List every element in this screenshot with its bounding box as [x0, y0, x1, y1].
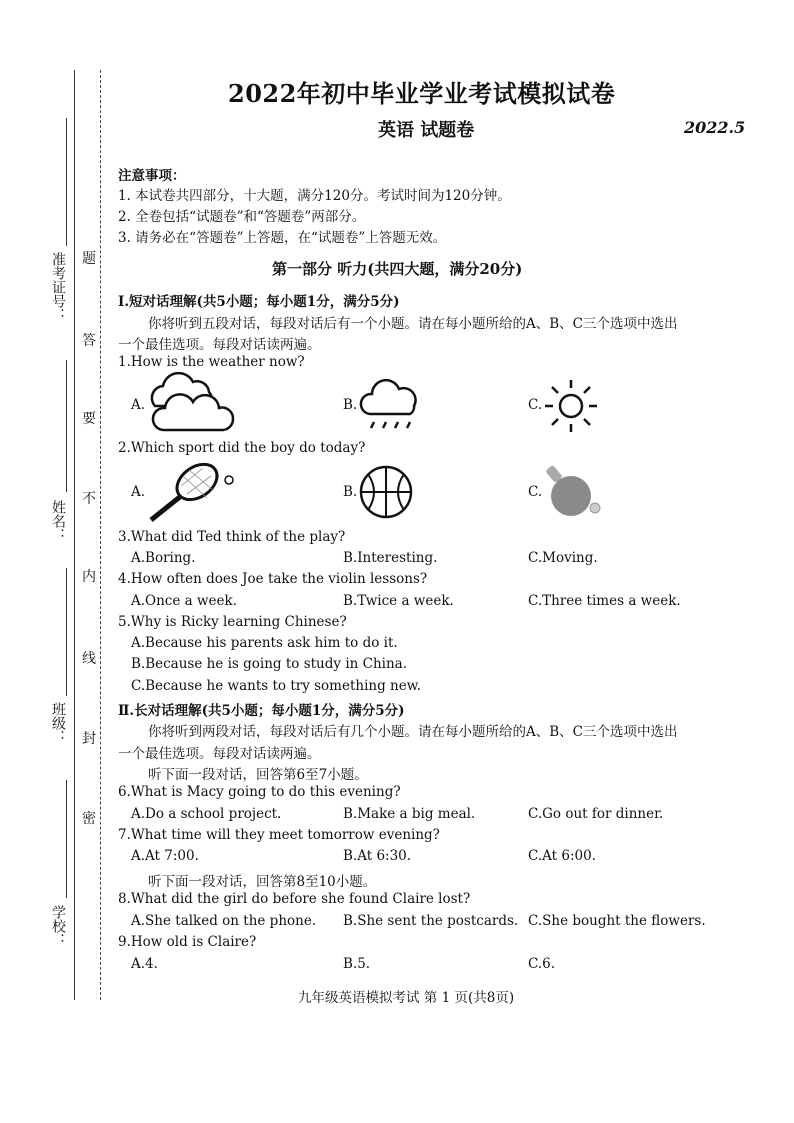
q6-option-b: B.Make a big meal.	[343, 806, 476, 822]
seal-dashed-line	[100, 70, 101, 1000]
notice-item-2: 2. 全卷包括“试题卷”和“答题卷”两部分。	[118, 209, 366, 225]
part1-heading: 第一部分 听力(共四大题，满分20分)	[272, 260, 523, 278]
q9-option-b: B.5.	[343, 956, 371, 972]
section2-instruction-1: 你将听到两段对话，每段对话后有几个小题。请在每小题所给的A、B、C三个选项中选出	[148, 724, 678, 740]
q7-option-a: A.At 7:00.	[131, 848, 199, 864]
section1-instruction-1: 你将听到五段对话，每段对话后有一个小题。请在每小题所给的A、B、C三个选项中选出	[148, 316, 678, 332]
section2-heading: Ⅱ.长对话理解(共5小题；每小题1分，满分5分)	[118, 703, 405, 719]
q9-option-a: A.4.	[131, 956, 158, 972]
section1-instruction-2: 一个最佳选项。每段对话读两遍。	[118, 337, 321, 353]
exam-date: 2022.5	[684, 118, 746, 137]
notice-heading: 注意事项：	[118, 168, 186, 184]
seal-char-1: 题	[82, 251, 96, 267]
tennis-racket-icon	[145, 460, 235, 524]
q6-option-c: C.Go out for dinner.	[528, 806, 664, 822]
exam-title: 2022年初中毕业学业考试模拟试卷	[228, 79, 616, 108]
seal-char-3: 要	[82, 411, 96, 427]
q6-stem: 6.What is Macy going to do this evening?	[118, 784, 401, 800]
name-label: 姓名：	[50, 500, 66, 542]
q5-option-b: B.Because he is going to study in China.	[131, 656, 407, 672]
exam-id-label: 准考证号：	[50, 252, 66, 322]
school-label: 学校：	[50, 905, 66, 947]
q2-stem: 2.Which sport did the boy do today?	[118, 440, 366, 456]
q3-stem: 3.What did Ted think of the play?	[118, 529, 346, 545]
q8-option-c: C.She bought the flowers.	[528, 913, 706, 929]
q8-option-b: B.She sent the postcards.	[343, 913, 519, 929]
seal-char-4: 不	[82, 491, 96, 507]
seal-char-7: 封	[82, 731, 96, 747]
q5-option-a: A.Because his parents ask him to do it.	[131, 635, 398, 651]
exam-id-underline	[66, 118, 67, 246]
q5-stem: 5.Why is Ricky learning Chinese?	[118, 614, 347, 630]
q2-option-b: B.	[343, 484, 358, 500]
sun-icon	[541, 376, 601, 436]
q7-option-b: B.At 6:30.	[343, 848, 412, 864]
margin-line-left	[74, 70, 75, 1000]
q4-option-b: B.Twice a week.	[343, 593, 454, 609]
q2-option-c: C.	[528, 484, 543, 500]
notice-item-1: 1. 本试卷共四部分，十大题，满分120分。考试时间为120分钟。	[118, 188, 511, 204]
notice-item-3: 3. 请务必在“答题卷”上答题，在“试题卷”上答题无效。	[118, 230, 447, 246]
section2-note-1: 听下面一段对话，回答第6至7小题。	[148, 767, 368, 783]
q3-option-a: A.Boring.	[131, 550, 196, 566]
seal-char-2: 答	[82, 333, 96, 349]
seal-char-5: 内	[82, 569, 96, 585]
q1-option-b: B.	[343, 397, 358, 413]
q7-stem: 7.What time will they meet tomorrow evening?	[118, 827, 440, 843]
seal-char-6: 线	[82, 651, 96, 667]
section2-instruction-2: 一个最佳选项。每段对话读两遍。	[118, 746, 321, 762]
q4-stem: 4.How often does Joe take the violin lessons?	[118, 571, 428, 587]
seal-char-8: 密	[82, 811, 96, 827]
ping-pong-paddle-icon	[543, 464, 603, 520]
school-underline	[66, 780, 67, 898]
q4-option-a: A.Once a week.	[131, 593, 237, 609]
q5-option-c: C.Because he wants to try something new.	[131, 678, 421, 694]
class-underline	[66, 568, 67, 696]
rain-cloud-icon	[358, 376, 422, 434]
q9-stem: 9.How old is Claire?	[118, 934, 257, 950]
exam-subtitle: 英语 试题卷	[378, 120, 475, 141]
page-footer: 九年级英语模拟考试 第 1 页(共8页)	[298, 990, 515, 1006]
class-label: 班级：	[50, 702, 66, 744]
q1-option-a: A.	[131, 397, 146, 413]
q1-stem: 1.How is the weather now?	[118, 354, 305, 370]
q3-option-b: B.Interesting.	[343, 550, 438, 566]
q1-option-c: C.	[528, 397, 543, 413]
clouds-icon	[141, 372, 241, 436]
q7-option-c: C.At 6:00.	[528, 848, 596, 864]
q2-option-a: A.	[131, 484, 146, 500]
section2-note-2: 听下面一段对话，回答第8至10小题。	[148, 874, 377, 890]
q8-option-a: A.She talked on the phone.	[131, 913, 317, 929]
q9-option-c: C.6.	[528, 956, 556, 972]
section1-heading: Ⅰ.短对话理解(共5小题；每小题1分，满分5分)	[118, 294, 400, 310]
q3-option-c: C.Moving.	[528, 550, 598, 566]
basketball-icon	[358, 464, 414, 520]
q4-option-c: C.Three times a week.	[528, 593, 681, 609]
q8-stem: 8.What did the girl do before she found Claire lost?	[118, 891, 471, 907]
name-underline	[66, 360, 67, 492]
q6-option-a: A.Do a school project.	[131, 806, 282, 822]
